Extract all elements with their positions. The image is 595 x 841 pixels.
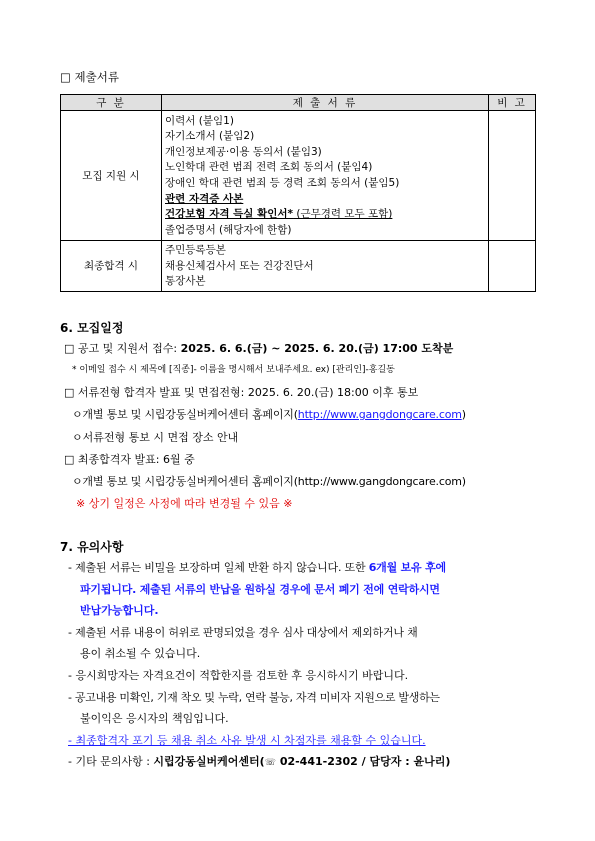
list-item: 노인학대 관련 범죄 전력 조회 동의서 (붙임4): [165, 161, 373, 174]
table-row: [61, 111, 536, 241]
note-6-center: 시립강동실버케어센터(: [153, 755, 265, 768]
schedule-line-3: □ 서류전형 합격자 발표 및 면접전형: 2025. 6. 20.(금) 18:00 이후 통보: [64, 386, 419, 399]
note-1-highlight: 6개월 보유 후에: [368, 561, 446, 574]
list-item: 자기소개서 (붙임2): [165, 130, 255, 143]
list-item: 이력서 (붙임1): [165, 114, 234, 127]
schedule-line-6: □ 최종합격자 발표: 6월 중: [64, 453, 195, 466]
note-2-line-2: 용이 취소될 수 있습니다.: [80, 647, 201, 660]
table-header-row: [61, 95, 536, 111]
note-6-contact: 02-441-2302 / 담당자 : 윤나리): [275, 755, 451, 768]
schedule-line-4-prefix: ㅇ개별 통보 및 시립강동실버케어센터 홈페이지(: [72, 408, 298, 421]
schedule-line-2: * 이메일 접수 시 제목에 [직종]- 이름을 명시해서 보내주세요. ex) [관리인]-홍길동: [72, 365, 395, 375]
schedule-line-1-prefix: □ 공고 및 지원서 접수:: [64, 342, 181, 355]
note-1-text: - 제출된 서류는 비밀을 보장하며 일체 반환 하지 않습니다. 또한: [68, 561, 369, 574]
row-items: [162, 111, 489, 241]
schedule-line-5: ㅇ서류전형 통보 시 면접 장소 안내: [72, 431, 239, 444]
schedule-title: 6. 모집일정: [60, 321, 124, 335]
list-item: [165, 207, 485, 223]
header-note: 비 고: [489, 95, 536, 111]
list-item: 통장사본: [165, 275, 206, 288]
schedule-line-1: [64, 340, 453, 356]
row-category: 모집 지원 시: [61, 111, 162, 241]
schedule-line-7: ㅇ개별 통보 및 시립강동실버케어센터 홈페이지(http://www.gangdongcare.com): [72, 475, 466, 488]
row-category: 최종합격 시: [61, 241, 162, 292]
note-1-line-3: 반납가능합니다.: [80, 604, 159, 617]
schedule-line-1-date: 2025. 6. 6.(금) ~ 2025. 6. 20.(금) 17:00 도착분: [180, 342, 454, 355]
phone-icon: ☏: [264, 758, 276, 768]
list-item-suffix: (근무경력 모두 포함): [293, 208, 393, 221]
note-2-line-1: - 제출된 서류 내용이 허위로 판명되었을 경우 심사 대상에서 제외하거나 채: [68, 626, 418, 639]
note-4-line-1: - 공고내용 미확인, 기재 착오 및 누락, 연락 불능, 자격 미비자 지원으로 발생하는: [68, 691, 440, 704]
note-5: - 최종합격자 포기 등 채용 취소 사유 발생 시 차점자를 채용할 수 있습니다.: [68, 734, 426, 747]
docs-heading: □ 제출서류: [60, 70, 119, 84]
homepage-link[interactable]: http://www.gangdongcare.com: [297, 408, 462, 421]
list-item: 주민등록등본: [165, 244, 226, 256]
note-6: [68, 753, 450, 769]
schedule-line-4: [72, 406, 466, 422]
list-item: 관련 자격증 사본: [165, 192, 244, 205]
list-item: 개인정보제공·이용 동의서 (붙임3): [165, 145, 322, 158]
documents-table: [60, 94, 536, 292]
list-item-bold: 건강보험 자격 득실 확인서*: [165, 208, 294, 221]
schedule-line-4-suffix: ): [461, 408, 466, 421]
header-documents: 제 출 서 류: [162, 95, 489, 111]
table-row: [61, 241, 536, 292]
row-items: [162, 241, 489, 292]
note-4-line-2: 불이익은 응시자의 책임입니다.: [80, 712, 229, 725]
list-item: 졸업증명서 (해당자에 한함): [165, 223, 292, 236]
notes-title: 7. 유의사항: [60, 540, 124, 554]
row-note: [489, 111, 536, 241]
schedule-line-8: ※ 상기 일정은 사정에 따라 변경될 수 있음 ※: [76, 497, 293, 510]
list-item: 채용신체검사서 또는 건강진단서: [165, 259, 314, 272]
row-note: [489, 241, 536, 292]
list-item: 장애인 학대 관련 범죄 등 경력 조회 동의서 (붙임5): [165, 177, 400, 189]
note-3: - 응시희망자는 자격요건이 적합한지를 검토한 후 응시하시기 바랍니다.: [68, 669, 409, 682]
header-category: 구 분: [61, 95, 162, 111]
note-1-line-1: [68, 559, 446, 575]
note-1-line-2: 파기됩니다. 제출된 서류의 반납을 원하실 경우에 문서 폐기 전에 연락하시면: [80, 583, 440, 596]
note-6-label: - 기타 문의사항 :: [68, 755, 154, 768]
